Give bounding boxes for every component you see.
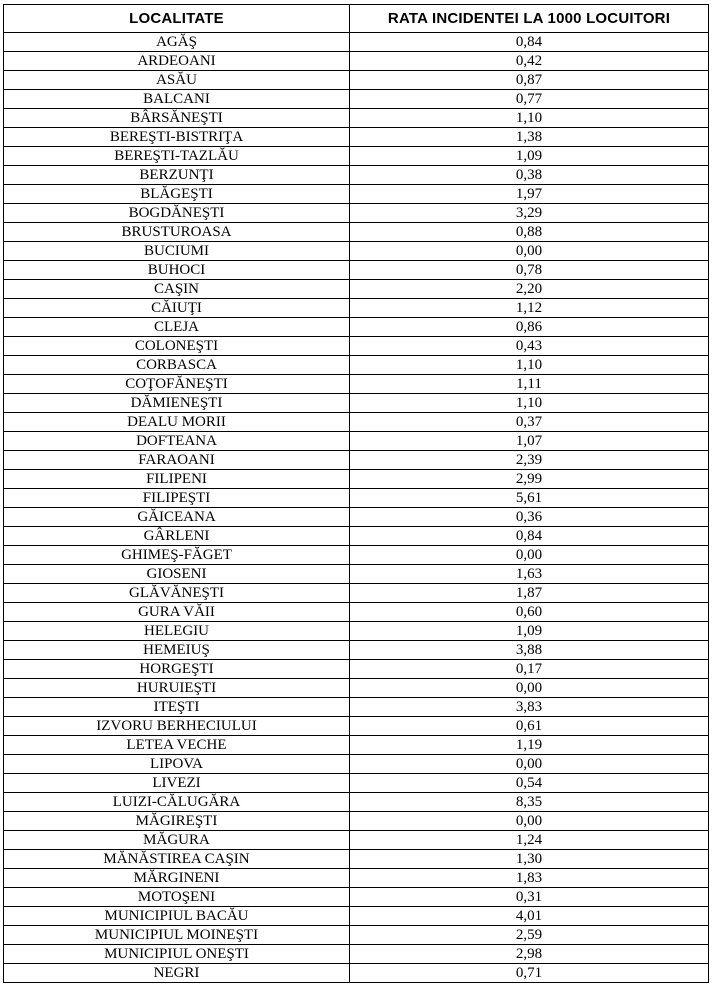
locality-cell: MUNICIPIUL ONEŞTI <box>4 945 350 964</box>
incidence-rate-cell: 2,39 <box>350 451 709 470</box>
locality-cell: HURUIEŞTI <box>4 679 350 698</box>
table-row <box>4 185 709 204</box>
locality-cell: MUNICIPIUL BACĂU <box>4 907 350 926</box>
incidence-rate-cell: 8,35 <box>350 793 709 812</box>
table-row <box>4 546 709 565</box>
incidence-rate-cell: 0,78 <box>350 261 709 280</box>
locality-cell: BERZUNŢI <box>4 166 350 185</box>
locality-cell: GURA VĂII <box>4 603 350 622</box>
locality-cell: LETEA VECHE <box>4 736 350 755</box>
locality-cell: GLĂVĂNEŞTI <box>4 584 350 603</box>
locality-cell: FARAOANI <box>4 451 350 470</box>
incidence-rate-cell: 3,29 <box>350 204 709 223</box>
incidence-rate-cell: 1,09 <box>350 622 709 641</box>
table-row <box>4 147 709 166</box>
locality-cell: LUIZI-CĂLUGĂRA <box>4 793 350 812</box>
table-row <box>4 223 709 242</box>
table-row <box>4 603 709 622</box>
locality-cell: BRUSTUROASA <box>4 223 350 242</box>
table-row <box>4 660 709 679</box>
incidence-rate-cell: 0,00 <box>350 679 709 698</box>
locality-cell: BALCANI <box>4 90 350 109</box>
table-row <box>4 812 709 831</box>
locality-cell: CLEJA <box>4 318 350 337</box>
table-row <box>4 470 709 489</box>
locality-cell: MĂGURA <box>4 831 350 850</box>
incidence-rate-cell: 1,10 <box>350 394 709 413</box>
locality-cell: ITEŞTI <box>4 698 350 717</box>
incidence-rate-cell: 0,00 <box>350 242 709 261</box>
table-row <box>4 280 709 299</box>
incidence-rate-cell: 1,83 <box>350 869 709 888</box>
table-row <box>4 527 709 546</box>
table-row <box>4 90 709 109</box>
column-header-localitate: LOCALITATE <box>4 5 350 33</box>
locality-cell: DĂMIENEŞTI <box>4 394 350 413</box>
table-row <box>4 451 709 470</box>
incidence-rate-cell: 1,07 <box>350 432 709 451</box>
table-row <box>4 337 709 356</box>
table-row <box>4 774 709 793</box>
table-row <box>4 242 709 261</box>
table-row <box>4 641 709 660</box>
table-row <box>4 869 709 888</box>
column-header-rata: RATA INCIDENTEI LA 1000 LOCUITORI <box>350 5 709 33</box>
locality-cell: MĂRGINENI <box>4 869 350 888</box>
incidence-rate-cell: 0,36 <box>350 508 709 527</box>
incidence-rate-cell: 5,61 <box>350 489 709 508</box>
locality-cell: HELEGIU <box>4 622 350 641</box>
locality-cell: CĂIUŢI <box>4 299 350 318</box>
table-row <box>4 71 709 90</box>
locality-cell: AGĂŞ <box>4 33 350 52</box>
incidence-rate-cell: 0,43 <box>350 337 709 356</box>
locality-cell: MĂNĂSTIREA CAŞIN <box>4 850 350 869</box>
locality-cell: LIPOVA <box>4 755 350 774</box>
table-row <box>4 736 709 755</box>
locality-cell: BLĂGEŞTI <box>4 185 350 204</box>
incidence-rate-cell: 2,98 <box>350 945 709 964</box>
incidence-rate-cell: 1,30 <box>350 850 709 869</box>
locality-cell: BUHOCI <box>4 261 350 280</box>
incidence-rate-cell: 0,17 <box>350 660 709 679</box>
incidence-rate-cell: 0,54 <box>350 774 709 793</box>
table-row <box>4 622 709 641</box>
locality-cell: DOFTEANA <box>4 432 350 451</box>
locality-cell: CAŞIN <box>4 280 350 299</box>
locality-cell: BEREŞTI-BISTRIŢA <box>4 128 350 147</box>
incidence-rate-cell: 0,71 <box>350 964 709 983</box>
table-row <box>4 166 709 185</box>
table-row <box>4 261 709 280</box>
table-body <box>4 33 709 983</box>
incidence-rate-cell: 1,97 <box>350 185 709 204</box>
table-row <box>4 565 709 584</box>
locality-cell: MUNICIPIUL MOINEŞTI <box>4 926 350 945</box>
table-row <box>4 204 709 223</box>
locality-cell: HEMEIUŞ <box>4 641 350 660</box>
locality-cell: GÂRLENI <box>4 527 350 546</box>
table-row <box>4 356 709 375</box>
table-row <box>4 679 709 698</box>
incidence-rate-cell: 1,09 <box>350 147 709 166</box>
locality-cell: ARDEOANI <box>4 52 350 71</box>
table-row <box>4 850 709 869</box>
table-row <box>4 907 709 926</box>
locality-cell: BÂRSĂNEŞTI <box>4 109 350 128</box>
locality-cell: DEALU MORII <box>4 413 350 432</box>
incidence-rate-cell: 0,31 <box>350 888 709 907</box>
incidence-rate-cell: 0,86 <box>350 318 709 337</box>
locality-cell: MĂGIREŞTI <box>4 812 350 831</box>
incidence-rate-cell: 1,38 <box>350 128 709 147</box>
table-row <box>4 318 709 337</box>
incidence-table <box>3 4 709 983</box>
incidence-rate-cell: 0,87 <box>350 71 709 90</box>
table-row <box>4 717 709 736</box>
incidence-rate-cell: 2,59 <box>350 926 709 945</box>
table-row <box>4 755 709 774</box>
incidence-rate-cell: 2,99 <box>350 470 709 489</box>
incidence-rate-cell: 0,00 <box>350 812 709 831</box>
locality-cell: CORBASCA <box>4 356 350 375</box>
locality-cell: HORGEŞTI <box>4 660 350 679</box>
incidence-rate-cell: 0,84 <box>350 33 709 52</box>
incidence-rate-cell: 1,63 <box>350 565 709 584</box>
table-row <box>4 299 709 318</box>
table-row <box>4 489 709 508</box>
locality-cell: COLONEŞTI <box>4 337 350 356</box>
incidence-rate-cell: 4,01 <box>350 907 709 926</box>
incidence-rate-cell: 1,10 <box>350 356 709 375</box>
incidence-rate-cell: 1,10 <box>350 109 709 128</box>
incidence-rate-cell: 0,00 <box>350 546 709 565</box>
incidence-rate-cell: 1,24 <box>350 831 709 850</box>
locality-cell: BEREŞTI-TAZLĂU <box>4 147 350 166</box>
locality-cell: IZVORU BERHECIULUI <box>4 717 350 736</box>
table-row <box>4 109 709 128</box>
locality-cell: MOTOŞENI <box>4 888 350 907</box>
incidence-rate-cell: 0,77 <box>350 90 709 109</box>
table-row <box>4 945 709 964</box>
table-header-row <box>4 5 709 33</box>
locality-cell: FILIPENI <box>4 470 350 489</box>
table-row <box>4 793 709 812</box>
incidence-document <box>3 4 709 983</box>
table-row <box>4 964 709 983</box>
locality-cell: COŢOFĂNEŞTI <box>4 375 350 394</box>
table-row <box>4 698 709 717</box>
table-row <box>4 394 709 413</box>
incidence-rate-cell: 0,60 <box>350 603 709 622</box>
locality-cell: BOGDĂNEŞTI <box>4 204 350 223</box>
incidence-rate-cell: 1,19 <box>350 736 709 755</box>
table-row <box>4 926 709 945</box>
table-row <box>4 584 709 603</box>
incidence-rate-cell: 3,83 <box>350 698 709 717</box>
locality-cell: GHIMEŞ-FĂGET <box>4 546 350 565</box>
locality-cell: ASĂU <box>4 71 350 90</box>
locality-cell: FILIPEŞTI <box>4 489 350 508</box>
incidence-rate-cell: 1,11 <box>350 375 709 394</box>
table-row <box>4 52 709 71</box>
incidence-rate-cell: 0,38 <box>350 166 709 185</box>
table-row <box>4 888 709 907</box>
incidence-rate-cell: 3,88 <box>350 641 709 660</box>
table-row <box>4 128 709 147</box>
incidence-rate-cell: 0,00 <box>350 755 709 774</box>
table-row <box>4 413 709 432</box>
incidence-rate-cell: 0,88 <box>350 223 709 242</box>
locality-cell: GIOSENI <box>4 565 350 584</box>
locality-cell: LIVEZI <box>4 774 350 793</box>
locality-cell: BUCIUMI <box>4 242 350 261</box>
table-row <box>4 831 709 850</box>
incidence-rate-cell: 0,61 <box>350 717 709 736</box>
incidence-rate-cell: 0,37 <box>350 413 709 432</box>
locality-cell: GĂICEANA <box>4 508 350 527</box>
table-row <box>4 375 709 394</box>
table-row <box>4 33 709 52</box>
incidence-rate-cell: 1,87 <box>350 584 709 603</box>
incidence-rate-cell: 0,84 <box>350 527 709 546</box>
incidence-rate-cell: 0,42 <box>350 52 709 71</box>
incidence-rate-cell: 1,12 <box>350 299 709 318</box>
table-row <box>4 432 709 451</box>
locality-cell: NEGRI <box>4 964 350 983</box>
table-row <box>4 508 709 527</box>
incidence-rate-cell: 2,20 <box>350 280 709 299</box>
